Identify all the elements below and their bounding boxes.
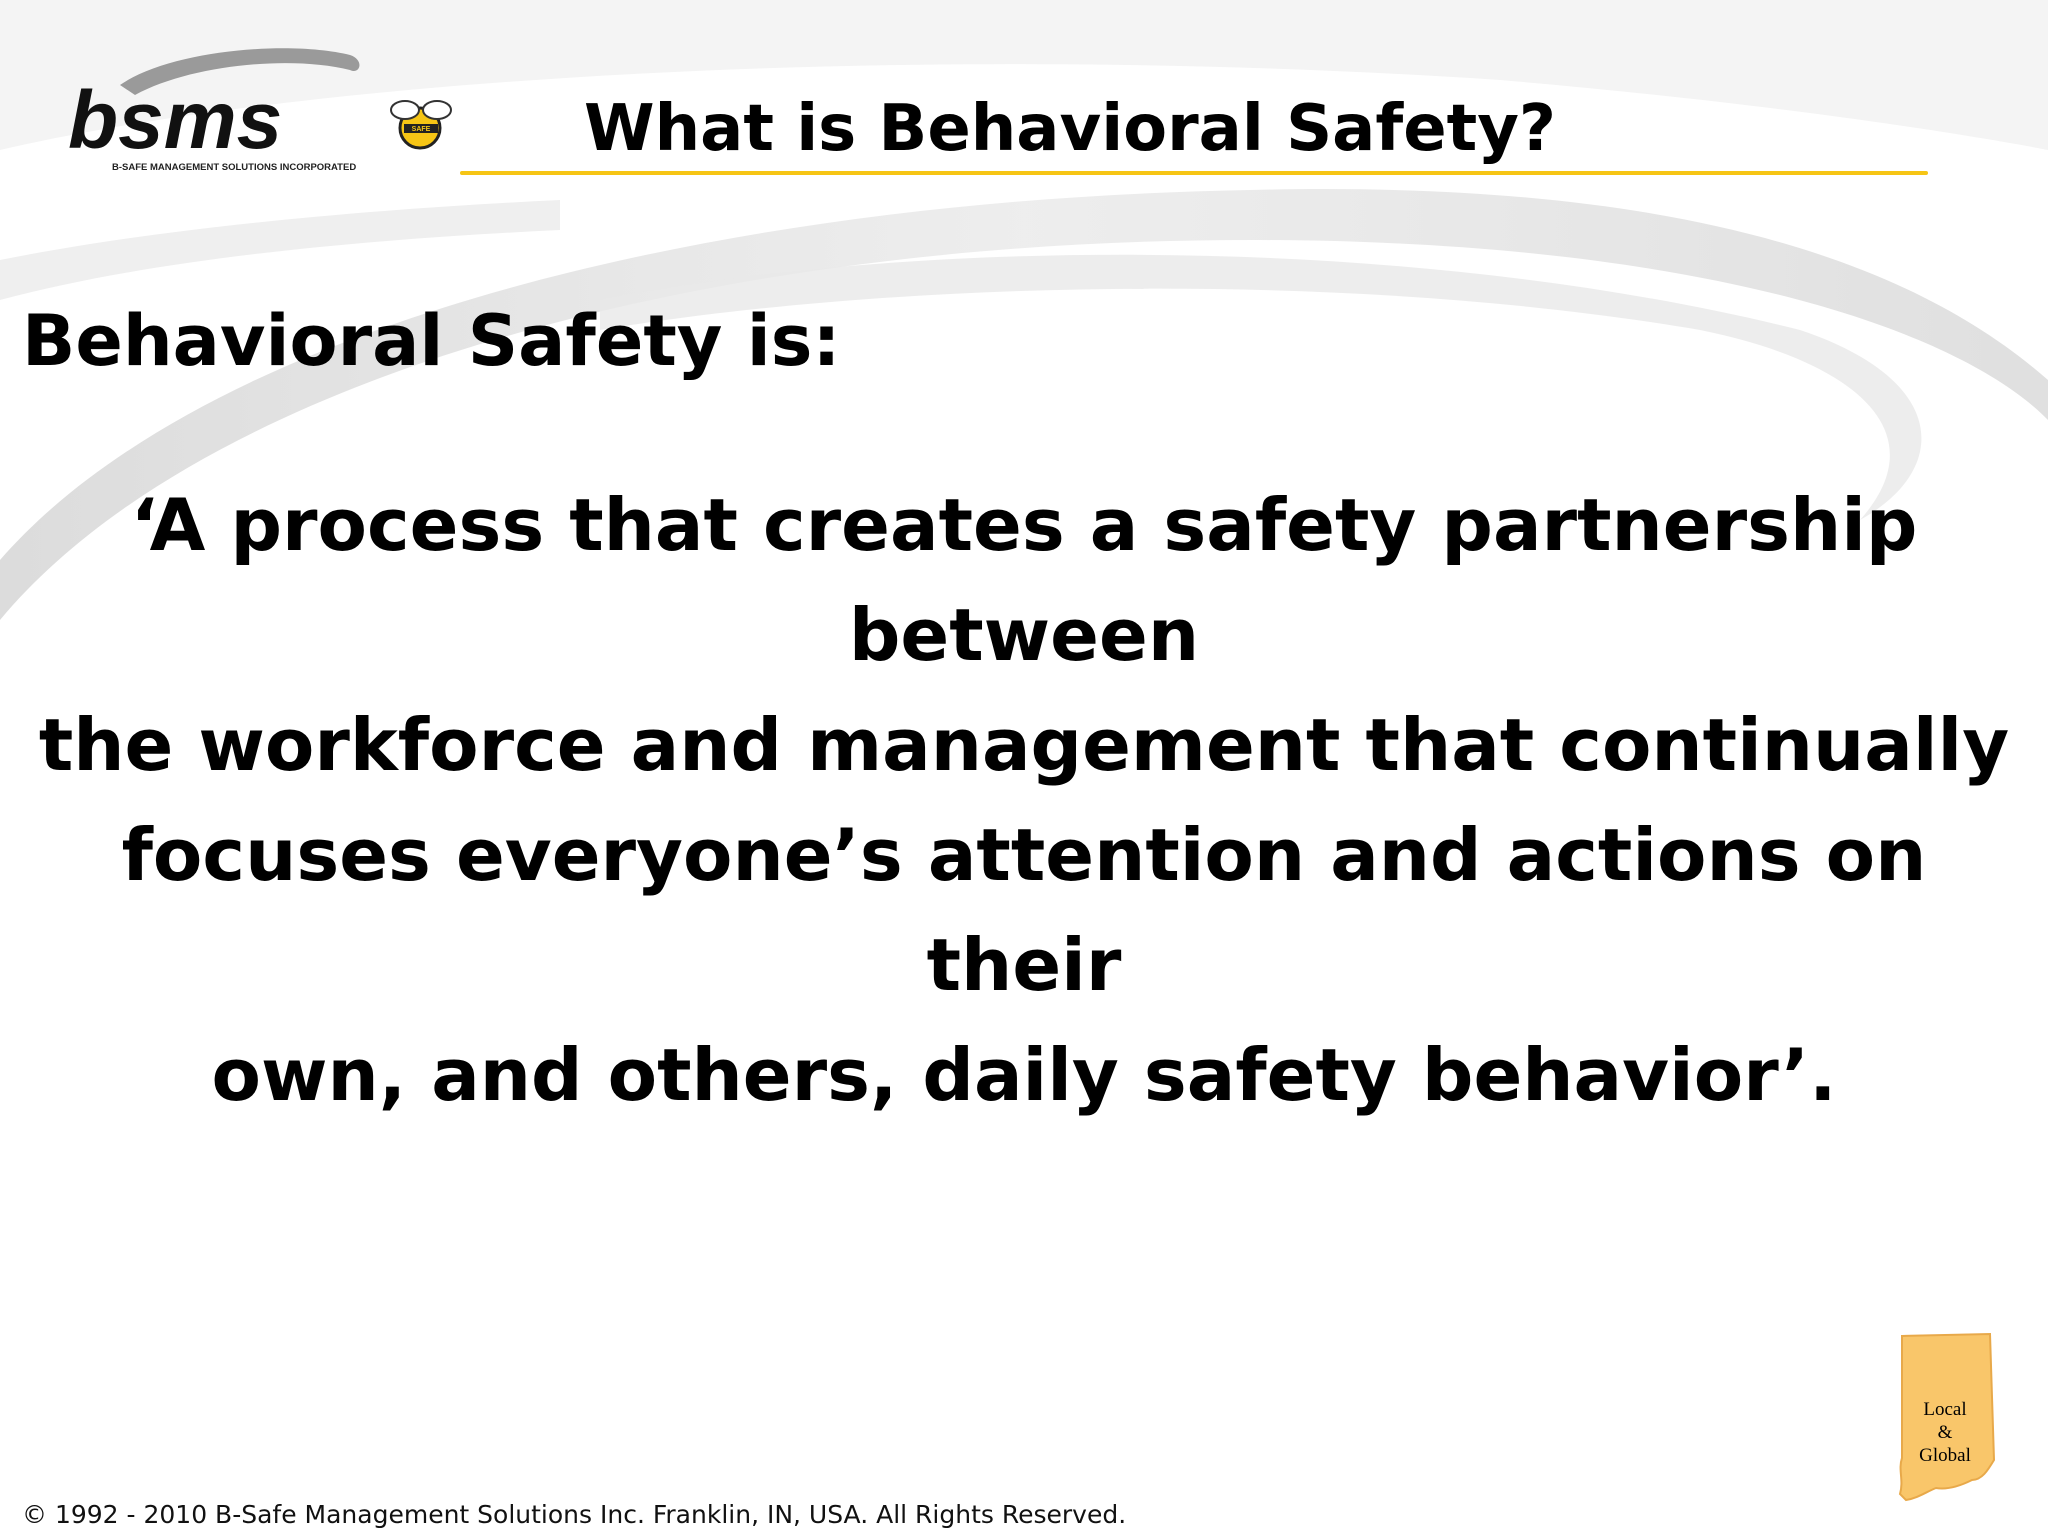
definition-line: own, and others, daily safety behavior’. [211,1033,1837,1117]
slide-title: What is Behavioral Safety? [584,92,1557,166]
definition-line: ‘A process that creates a safety partnership between [130,483,1918,677]
definition-line: the workforce and management that continually [38,703,2010,787]
indiana-state-icon [1890,1330,2000,1502]
definition-line: focuses everyone’s attention and actions on their [121,813,1927,1007]
copyright-footer: © 1992 - 2010 B-Safe Management Solutions Inc. Franklin, IN, USA. All Rights Reserved. [22,1500,1127,1529]
badge-caption: Local & Global [1919,1399,1971,1466]
svg-text:bsms: bsms [68,75,283,166]
definition-quote [20,470,2028,1130]
subheading: Behavioral Safety is: [22,300,841,382]
svg-text:SAFE: SAFE [411,126,431,133]
title-underline [460,171,1928,175]
bsms-logo [60,30,450,180]
bee-icon [391,101,451,148]
svg-text:B-SAFE MANAGEMENT SOLUTIONS IN: B-SAFE MANAGEMENT SOLUTIONS INCORPORATED [112,162,357,173]
